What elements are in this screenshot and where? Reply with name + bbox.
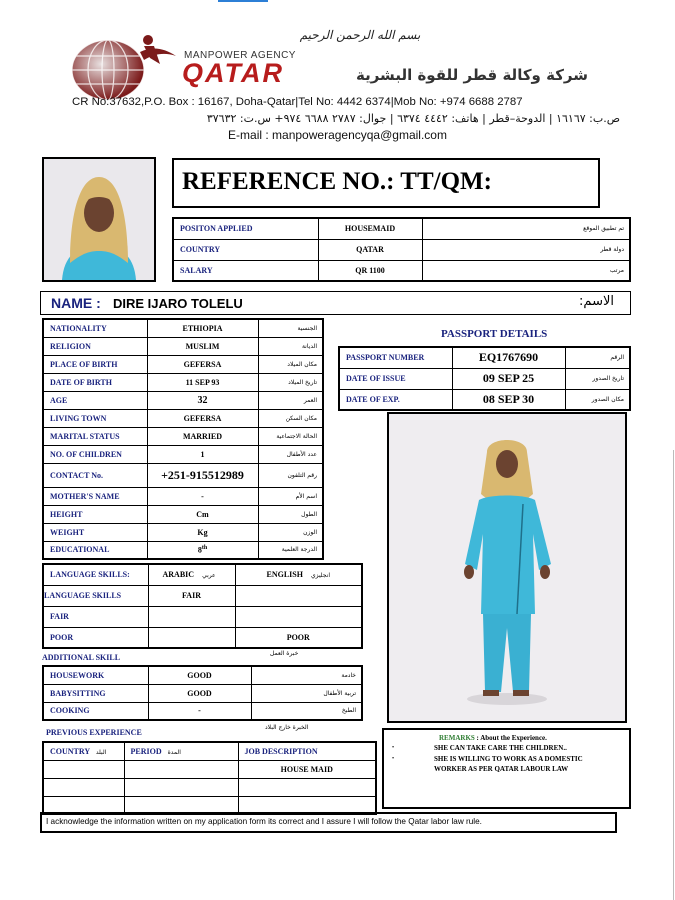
personal-row bbox=[43, 319, 323, 337]
personal-row bbox=[43, 463, 323, 487]
country-column-label: COUNTRY bbox=[50, 746, 90, 756]
top-edge-mark bbox=[218, 0, 268, 2]
personal-value bbox=[147, 373, 258, 391]
language-row-label: POOR bbox=[43, 627, 148, 648]
personal-details-body bbox=[43, 319, 323, 559]
agency-name-big: QATAR bbox=[182, 58, 284, 88]
arabic-column-label-ar: عربي bbox=[202, 572, 216, 580]
remarks-heading bbox=[439, 734, 547, 742]
personal-label-arabic: الجنسية bbox=[258, 319, 323, 337]
agency-name-arabic-text: شركة وكالة قطر للقوة البشرية bbox=[356, 66, 588, 84]
personal-row bbox=[43, 355, 323, 373]
skill-label-arabic: تربية الأطفال bbox=[251, 684, 362, 702]
experience-country-cell bbox=[43, 778, 124, 796]
personal-value-text: GEFERSA bbox=[183, 413, 222, 423]
language-skills-table bbox=[42, 563, 363, 649]
skill-row bbox=[43, 684, 362, 702]
name-value: DIRE IJARO TOLELU bbox=[113, 296, 243, 311]
personal-value-text: Cm bbox=[196, 509, 209, 519]
personal-details-table bbox=[42, 318, 324, 560]
personal-label-arabic: الديانة bbox=[258, 337, 323, 355]
personal-value bbox=[147, 319, 258, 337]
agency-name-small: MANPOWER AGENCY bbox=[184, 50, 296, 61]
personal-label: DATE OF BIRTH bbox=[43, 373, 147, 391]
page-corner-line bbox=[673, 450, 674, 900]
personal-value-text: +251-915512989 bbox=[161, 467, 244, 482]
experience-period-cell bbox=[124, 778, 238, 796]
personal-row bbox=[43, 445, 323, 463]
country-row bbox=[173, 239, 630, 260]
reference-number: REFERENCE NO.: TT/QM: bbox=[182, 168, 492, 195]
personal-row bbox=[43, 427, 323, 445]
language-row bbox=[43, 606, 362, 627]
remarks-bullet: • bbox=[392, 756, 395, 762]
personal-value bbox=[147, 463, 258, 487]
personal-label-arabic: تاريخ الميلاد bbox=[258, 373, 323, 391]
name-label-arabic: الاسم: bbox=[579, 294, 614, 309]
personal-label-arabic: اسم الأم bbox=[258, 487, 323, 505]
personal-label-arabic: العمر bbox=[258, 391, 323, 409]
remarks-title: REMARKS bbox=[439, 734, 475, 742]
remarks-line-1: SHE CAN TAKE CARE THE CHILDREN.. bbox=[434, 744, 567, 752]
passport-table bbox=[338, 346, 631, 411]
arabic-column-header bbox=[148, 564, 235, 585]
salary-label: SALARY bbox=[173, 260, 318, 281]
agency-logo-icon bbox=[68, 30, 180, 102]
profile-photo-image bbox=[44, 159, 154, 280]
personal-value bbox=[147, 427, 258, 445]
experience-row bbox=[43, 760, 376, 778]
personal-value bbox=[147, 391, 258, 409]
language-english-value bbox=[235, 585, 362, 606]
skill-value: - bbox=[148, 702, 251, 720]
previous-experience-title: PREVIOUS EXPERIENCE bbox=[46, 728, 142, 737]
language-row-label: LANGUAGE SKILLS bbox=[43, 585, 148, 606]
skill-row bbox=[43, 666, 362, 684]
contact-info-arabic: ص.ب: ١٦١٦٧ | الدوحة–قطر | هاتف: ٤٤٤٢ ٦٣٧٤ | جوال: ٢٧٨٧ ٦٦٨٨ ٩٧٤+ س.ت: ٣٧٦٣٢ bbox=[206, 112, 620, 125]
language-arabic-value: FAIR bbox=[148, 585, 235, 606]
position-value: HOUSEMAID bbox=[318, 218, 422, 239]
experience-header-row bbox=[43, 742, 376, 760]
skill-row bbox=[43, 702, 362, 720]
language-arabic-value bbox=[148, 627, 235, 648]
agency-name-arabic bbox=[330, 66, 588, 88]
skill-value: GOOD bbox=[148, 684, 251, 702]
salary-value: QR 1100 bbox=[318, 260, 422, 281]
personal-label-arabic: الدرجة العلمية bbox=[258, 541, 323, 559]
contact-email: E-mail : manpoweragencyqa@gmail.com bbox=[228, 128, 447, 142]
personal-value-text: - bbox=[201, 491, 204, 501]
passport-row bbox=[339, 347, 630, 368]
remarks-bullet: • bbox=[392, 745, 395, 751]
language-header-row bbox=[43, 564, 362, 585]
job-column-header: JOB DESCRIPTION bbox=[238, 742, 376, 760]
passport-number-label: PASSPORT NUMBER bbox=[339, 347, 452, 368]
personal-value-text: GEFERSA bbox=[183, 359, 222, 369]
personal-row bbox=[43, 523, 323, 541]
arabic-column-label: ARABIC bbox=[162, 570, 195, 580]
personal-value-text: Kg bbox=[197, 527, 208, 537]
personal-label: WEIGHT bbox=[43, 523, 147, 541]
english-column-label-ar: انجليزي bbox=[310, 572, 330, 580]
personal-row bbox=[43, 373, 323, 391]
personal-value bbox=[147, 445, 258, 463]
position-label: POSITON APPLIED bbox=[173, 218, 318, 239]
passport-title: PASSPORT DETAILS bbox=[441, 328, 548, 340]
skill-label: HOUSEWORK bbox=[43, 666, 148, 684]
personal-value-text: 1 bbox=[200, 449, 205, 459]
experience-job-cell: HOUSE MAID bbox=[238, 760, 376, 778]
personal-value bbox=[147, 523, 258, 541]
contact-info-english: CR No:37632,P.O. Box : 16167, Doha-Qatar|Tel No: 4442 6374|Mob No: +974 6688 2787 bbox=[72, 96, 523, 108]
personal-value-text: MUSLIM bbox=[185, 341, 220, 351]
skill-label-arabic: الطبخ bbox=[251, 702, 362, 720]
expiry-date-arabic: مكان الصدور bbox=[565, 389, 630, 410]
experience-table bbox=[42, 741, 377, 815]
period-column-label: PERIOD bbox=[130, 746, 162, 756]
country-label-arabic: دولة قطر bbox=[422, 239, 630, 260]
personal-label: PLACE OF BIRTH bbox=[43, 355, 147, 373]
language-english-value: POOR bbox=[235, 627, 362, 648]
experience-row bbox=[43, 778, 376, 796]
personal-value bbox=[147, 505, 258, 523]
skill-label: COOKING bbox=[43, 702, 148, 720]
full-body-photo-image bbox=[389, 414, 625, 721]
personal-value-text: ETHIOPIA bbox=[182, 323, 223, 333]
personal-label: AGE bbox=[43, 391, 147, 409]
passport-number-arabic: الرقم bbox=[565, 347, 630, 368]
personal-label-arabic: الطول bbox=[258, 505, 323, 523]
personal-value bbox=[147, 409, 258, 427]
personal-value bbox=[147, 487, 258, 505]
language-row bbox=[43, 585, 362, 606]
expiry-date-value: 08 SEP 30 bbox=[452, 389, 565, 410]
profile-photo bbox=[42, 157, 156, 282]
personal-value-text: 32 bbox=[197, 394, 208, 406]
passport-row bbox=[339, 368, 630, 389]
personal-value-superscript: th bbox=[201, 544, 208, 551]
remarks-box bbox=[382, 728, 631, 809]
country-column-label-ar: البلد bbox=[95, 748, 107, 756]
position-label-arabic: تم تطبيق الموقع bbox=[422, 218, 630, 239]
remarks-line-2: SHE IS WILLING TO WORK AS A DOMESTIC bbox=[434, 755, 583, 763]
issue-date-value: 09 SEP 25 bbox=[452, 368, 565, 389]
personal-value bbox=[147, 355, 258, 373]
issue-date-arabic: تاريخ الصدور bbox=[565, 368, 630, 389]
name-bar bbox=[40, 291, 631, 315]
remarks-line-3: WORKER AS PER QATAR LABOUR LAW bbox=[434, 765, 569, 773]
experience-country-cell bbox=[43, 760, 124, 778]
personal-label-arabic: الوزن bbox=[258, 523, 323, 541]
bismillah: بسم الله الرحمن الرحيم bbox=[299, 28, 421, 42]
personal-label: EDUCATIONAL bbox=[43, 541, 147, 559]
passport-number-value: EQ1767690 bbox=[452, 347, 565, 368]
personal-label: RELIGION bbox=[43, 337, 147, 355]
language-arabic-value bbox=[148, 606, 235, 627]
personal-value-text: MARRIED bbox=[182, 431, 223, 441]
language-row bbox=[43, 627, 362, 648]
personal-label: HEIGHT bbox=[43, 505, 147, 523]
personal-label-arabic: رقم التلفون bbox=[258, 463, 323, 487]
additional-skill-title-arabic: خبرة العمل bbox=[270, 650, 299, 657]
personal-label: MARITAL STATUS bbox=[43, 427, 147, 445]
issue-date-label: DATE OF ISSUE bbox=[339, 368, 452, 389]
personal-label: MOTHER'S NAME bbox=[43, 487, 147, 505]
personal-value-text: 11 SEP 93 bbox=[185, 377, 220, 387]
personal-row bbox=[43, 505, 323, 523]
experience-period-cell bbox=[124, 760, 238, 778]
country-column-header bbox=[43, 742, 124, 760]
period-column-label-ar: المدة bbox=[167, 748, 181, 756]
personal-value-text: 8 bbox=[197, 545, 202, 555]
personal-row bbox=[43, 337, 323, 355]
additional-skill-title: ADDITIONAL SKILL bbox=[42, 653, 121, 662]
previous-experience-title-arabic: الخبرة خارج البلاد bbox=[265, 724, 309, 731]
skill-value: GOOD bbox=[148, 666, 251, 684]
personal-row bbox=[43, 391, 323, 409]
position-row bbox=[173, 218, 630, 239]
country-label: COUNTRY bbox=[173, 239, 318, 260]
additional-skill-table bbox=[42, 665, 363, 721]
salary-row bbox=[173, 260, 630, 281]
personal-label: NO. OF CHILDREN bbox=[43, 445, 147, 463]
passport-row bbox=[339, 389, 630, 410]
skill-label-arabic: خادمة bbox=[251, 666, 362, 684]
position-table bbox=[172, 217, 631, 282]
country-value: QATAR bbox=[318, 239, 422, 260]
full-body-photo bbox=[387, 412, 627, 723]
personal-label: LIVING TOWN bbox=[43, 409, 147, 427]
personal-label: CONTACT No. bbox=[43, 463, 147, 487]
experience-job-cell bbox=[238, 778, 376, 796]
personal-label: NATIONALITY bbox=[43, 319, 147, 337]
acknowledge-text: I acknowledge the information written on my application form its correct and I assure I will follow the Qatar labor law rule. bbox=[46, 817, 482, 826]
skill-label: BABYSITTING bbox=[43, 684, 148, 702]
name-label: NAME : bbox=[51, 295, 101, 311]
personal-value bbox=[147, 541, 258, 559]
expiry-date-label: DATE OF EXP. bbox=[339, 389, 452, 410]
english-column-label: ENGLISH bbox=[266, 570, 303, 580]
reference-box bbox=[172, 158, 600, 208]
personal-row bbox=[43, 409, 323, 427]
salary-label-arabic: مرتب bbox=[422, 260, 630, 281]
personal-row bbox=[43, 487, 323, 505]
personal-row bbox=[43, 541, 323, 559]
personal-label-arabic: مكان الميلاد bbox=[258, 355, 323, 373]
personal-value bbox=[147, 337, 258, 355]
personal-label-arabic: عدد الأطفال bbox=[258, 445, 323, 463]
personal-label-arabic: الحالة الاجتماعية bbox=[258, 427, 323, 445]
personal-label-arabic: مكان السكن bbox=[258, 409, 323, 427]
period-column-header bbox=[124, 742, 238, 760]
language-header-label: LANGUAGE SKILLS: bbox=[43, 564, 148, 585]
acknowledge-bar bbox=[40, 812, 617, 833]
language-english-value bbox=[235, 606, 362, 627]
remarks-subtitle: : About the Experience. bbox=[476, 734, 547, 742]
language-row-label: FAIR bbox=[43, 606, 148, 627]
english-column-header bbox=[235, 564, 362, 585]
